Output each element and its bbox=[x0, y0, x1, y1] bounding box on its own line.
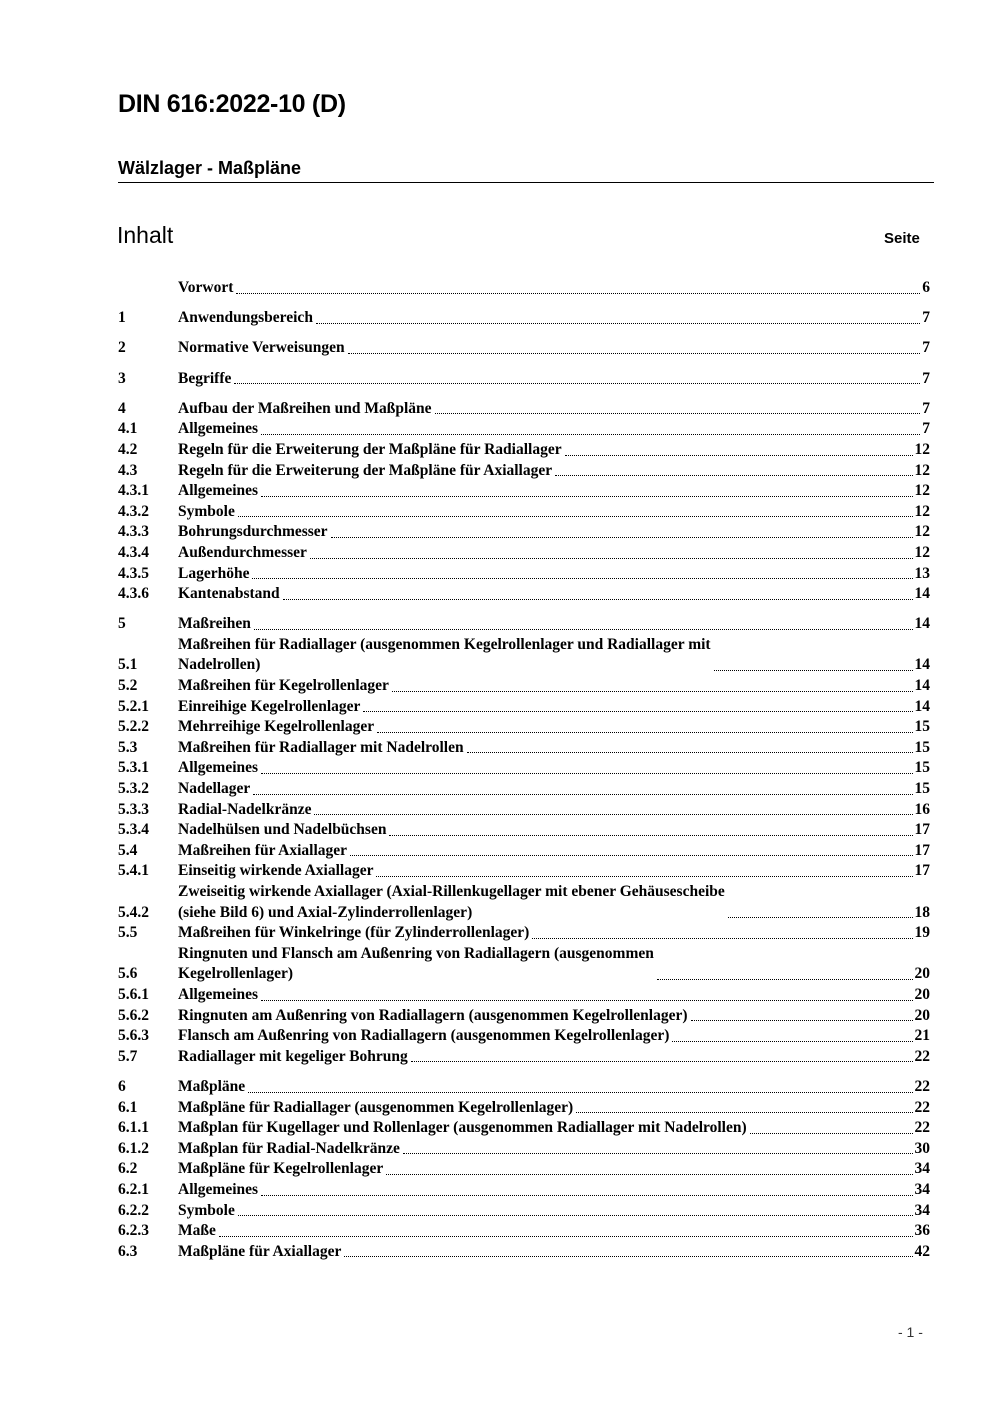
toc-entry-number: 6.2.3 bbox=[118, 1222, 149, 1240]
toc-entry-body bbox=[178, 779, 930, 800]
toc-entry-number: 6.3 bbox=[118, 1242, 138, 1260]
toc-entry-title: Allgemeines bbox=[178, 759, 259, 777]
toc-entry-body bbox=[178, 419, 930, 440]
toc-dot-leader bbox=[750, 1133, 913, 1134]
toc-entry-body bbox=[178, 717, 930, 738]
toc-dot-leader bbox=[238, 516, 913, 517]
toc-entry[interactable] bbox=[118, 1159, 930, 1180]
toc-entry-title: Nadelhülsen und Nadelbüchsen bbox=[178, 821, 387, 839]
toc-dot-leader bbox=[363, 711, 912, 712]
toc-entry-number: 5.2.2 bbox=[118, 718, 149, 736]
page-number-footer: - 1 - bbox=[898, 1324, 923, 1340]
toc-entry-number: 5 bbox=[118, 615, 126, 633]
toc-dot-leader bbox=[283, 599, 913, 600]
toc-entry-number: 6.2.2 bbox=[118, 1201, 149, 1219]
toc-dot-leader bbox=[565, 455, 913, 456]
toc-entry-title: Anwendungsbereich bbox=[178, 309, 313, 327]
toc-entry-number: 4.3.3 bbox=[118, 523, 149, 541]
toc-entry[interactable] bbox=[118, 338, 930, 359]
toc-dot-leader bbox=[261, 496, 912, 497]
toc-entry[interactable] bbox=[118, 882, 930, 923]
toc-dot-leader bbox=[403, 1153, 913, 1154]
toc-dot-leader bbox=[261, 434, 920, 435]
toc-entry[interactable] bbox=[118, 1221, 930, 1242]
toc-entry[interactable] bbox=[118, 584, 930, 605]
toc-entry[interactable] bbox=[118, 717, 930, 738]
toc-entry-body bbox=[178, 564, 930, 585]
toc-entry-title: Maßpläne bbox=[178, 1077, 246, 1095]
toc-dot-leader bbox=[435, 413, 921, 414]
toc-entry-page: 34 bbox=[914, 1180, 930, 1198]
toc-entry[interactable] bbox=[118, 543, 930, 564]
toc-dot-leader bbox=[314, 814, 912, 815]
toc-entry-body bbox=[178, 278, 930, 299]
toc-entry-title: Vorwort bbox=[178, 279, 234, 296]
toc-dot-leader bbox=[377, 732, 912, 733]
toc-entry-page: 34 bbox=[914, 1160, 930, 1178]
toc-entry-page: 42 bbox=[914, 1242, 930, 1260]
toc-entry-body bbox=[178, 369, 930, 390]
toc-entry-number: 4.3.1 bbox=[118, 482, 149, 500]
toc-entry-body bbox=[178, 1118, 930, 1139]
toc-entry-body bbox=[178, 1159, 930, 1180]
toc-entry-page: 13 bbox=[914, 564, 930, 582]
toc-entry-title: Symbole bbox=[178, 1201, 235, 1219]
toc-entry-body bbox=[178, 1242, 930, 1263]
toc-entry-title: Aufbau der Maßreihen und Maßpläne bbox=[178, 399, 432, 417]
toc-entry-body bbox=[178, 1098, 930, 1119]
toc-dot-leader bbox=[411, 1061, 913, 1062]
toc-entry-title: Allgemeines bbox=[178, 985, 259, 1003]
toc-entry-page: 7 bbox=[922, 399, 930, 417]
toc-entry-title: Allgemeines bbox=[178, 1180, 259, 1198]
toc-entry-title: Maßreihen für Kegelrollenlager bbox=[178, 677, 389, 695]
toc-entry[interactable] bbox=[118, 738, 930, 759]
toc-dot-leader bbox=[344, 1256, 912, 1257]
toc-entry[interactable] bbox=[118, 923, 930, 944]
toc-entry-page: 15 bbox=[914, 780, 930, 798]
toc-entry-number: 6.1.1 bbox=[118, 1119, 149, 1137]
toc-entry-page: 22 bbox=[914, 1098, 930, 1116]
toc-entry-body bbox=[178, 1047, 930, 1068]
toc-entry-page: 22 bbox=[914, 1047, 930, 1065]
document-subtitle: Wälzlager - Maßpläne bbox=[118, 158, 302, 178]
toc-dot-leader bbox=[691, 1020, 913, 1021]
toc-entry-title: Mehrreihige Kegelrollenlager bbox=[178, 718, 375, 736]
toc-entry-title: Radiallager mit kegeliger Bohrung bbox=[178, 1047, 408, 1065]
toc-entry-number: 4.3.2 bbox=[118, 502, 149, 520]
toc-entry-title: Ringnuten und Flansch am Außenring von Radiallagern (ausgenommen Kegelrollenlager) bbox=[178, 944, 654, 983]
toc-dot-leader bbox=[576, 1112, 912, 1113]
toc-entry[interactable] bbox=[118, 676, 930, 697]
toc-entry-body bbox=[178, 697, 930, 718]
toc-entry-page: 34 bbox=[914, 1201, 930, 1219]
toc-entry-title: Maßreihen für Axiallager bbox=[178, 841, 348, 859]
toc-entry-body bbox=[178, 1201, 930, 1222]
toc-entry-body bbox=[178, 1221, 930, 1242]
toc-entry-page: 19 bbox=[914, 924, 930, 942]
toc-entry-title: Kantenabstand bbox=[178, 585, 280, 603]
toc-entry-page: 18 bbox=[914, 903, 930, 921]
toc-entry-page: 17 bbox=[914, 841, 930, 859]
toc-entry[interactable] bbox=[118, 820, 930, 841]
toc-dot-leader bbox=[316, 323, 920, 324]
toc-entry-number: 5.3.3 bbox=[118, 800, 149, 818]
toc-entry-title: Maßreihen bbox=[178, 615, 251, 633]
toc-entry-page: 20 bbox=[914, 985, 930, 1003]
toc-entry[interactable] bbox=[118, 369, 930, 390]
toc-entry-title: Regeln für die Erweiterung der Maßpläne für Radiallager bbox=[178, 440, 562, 458]
toc-entry-number: 6 bbox=[118, 1077, 126, 1095]
toc-entry-body bbox=[178, 985, 930, 1006]
toc-entry-page: 7 bbox=[922, 309, 930, 327]
toc-dot-leader bbox=[219, 1236, 913, 1237]
toc-entry-page: 22 bbox=[914, 1077, 930, 1095]
toc-entry-number: 4.3 bbox=[118, 461, 138, 479]
toc-entry-body bbox=[178, 676, 930, 697]
toc-entry[interactable] bbox=[118, 399, 930, 420]
table-of-contents bbox=[118, 278, 930, 1262]
toc-entry-body bbox=[178, 440, 930, 461]
toc-entry-title: Begriffe bbox=[178, 369, 232, 387]
toc-entry[interactable] bbox=[118, 461, 930, 482]
toc-entry-title: Lagerhöhe bbox=[178, 564, 250, 582]
toc-entry-body bbox=[178, 1139, 930, 1160]
toc-dot-leader bbox=[238, 1215, 913, 1216]
toc-entry-title: Einseitig wirkende Axiallager bbox=[178, 862, 374, 880]
toc-entry-title: Allgemeines bbox=[178, 482, 259, 500]
toc-entry-page: 15 bbox=[914, 759, 930, 777]
toc-entry-body bbox=[178, 635, 930, 676]
toc-entry-title: Maßreihen für Radiallager (ausgenommen Kegelrollenlager und Radiallager mit Nadelrollen) bbox=[178, 635, 711, 674]
toc-entry-page: 21 bbox=[914, 1027, 930, 1045]
toc-entry-title: Zweiseitig wirkende Axiallager (Axial-Rillenkugellager mit ebener Gehäusescheibe (siehe Bild 6) und Axial-Zylinderrollenlager) bbox=[178, 883, 725, 921]
toc-dot-leader bbox=[657, 979, 913, 980]
toc-dot-leader bbox=[236, 293, 920, 294]
toc-dot-leader bbox=[555, 475, 912, 476]
toc-entry-number: 3 bbox=[118, 369, 126, 387]
toc-entry[interactable] bbox=[118, 308, 930, 329]
toc-dot-leader bbox=[310, 558, 913, 559]
toc-entry-body bbox=[178, 1077, 930, 1098]
toc-entry-title: Außendurchmesser bbox=[178, 543, 307, 561]
toc-dot-leader bbox=[672, 1041, 912, 1042]
toc-dot-leader bbox=[389, 835, 912, 836]
toc-dot-leader bbox=[532, 938, 912, 939]
toc-entry-body bbox=[178, 758, 930, 779]
document-title: DIN 616:2022-10 (D) bbox=[118, 90, 346, 118]
toc-entry[interactable] bbox=[118, 1180, 930, 1201]
toc-entry-page: 17 bbox=[914, 821, 930, 839]
toc-dot-leader bbox=[376, 876, 912, 877]
toc-dot-leader bbox=[248, 1092, 912, 1093]
toc-entry-page: 14 bbox=[914, 615, 930, 633]
toc-entry-page: 12 bbox=[914, 461, 930, 479]
toc-entry[interactable] bbox=[118, 419, 930, 440]
toc-dot-leader bbox=[348, 353, 921, 354]
toc-entry[interactable] bbox=[118, 1201, 930, 1222]
toc-entry[interactable] bbox=[118, 564, 930, 585]
toc-dot-leader bbox=[714, 670, 913, 671]
toc-entry-title: Maßpläne für Kegelrollenlager bbox=[178, 1160, 384, 1178]
toc-entry-number: 5.5 bbox=[118, 924, 138, 942]
toc-entry-page: 12 bbox=[914, 482, 930, 500]
toc-dot-leader bbox=[728, 917, 913, 918]
toc-entry-title: Maßpläne für Radiallager (ausgenommen Kegelrollenlager) bbox=[178, 1098, 574, 1116]
toc-entry-number: 4.2 bbox=[118, 440, 138, 458]
toc-entry-number: 5.6 bbox=[118, 965, 138, 983]
toc-entry-number: 4.1 bbox=[118, 420, 138, 438]
toc-entry-page: 6 bbox=[922, 279, 930, 296]
toc-heading: Inhalt bbox=[117, 222, 174, 248]
toc-entry-title: Ringnuten am Außenring von Radiallagern (ausgenommen Kegelrollenlager) bbox=[178, 1006, 688, 1024]
toc-entry-title: Symbole bbox=[178, 502, 235, 520]
toc-entry-page: 14 bbox=[914, 697, 930, 715]
toc-entry-page: 15 bbox=[914, 738, 930, 756]
toc-entry-body bbox=[178, 481, 930, 502]
toc-entry-title: Maßreihen für Radiallager mit Nadelrollen bbox=[178, 738, 464, 756]
toc-entry-title: Maßplan für Kugellager und Rollenlager (ausgenommen Radiallager mit Nadelrollen) bbox=[178, 1119, 747, 1137]
toc-entry[interactable] bbox=[118, 635, 930, 676]
toc-entry[interactable] bbox=[118, 697, 930, 718]
toc-entry[interactable] bbox=[118, 502, 930, 523]
toc-entry-page: 14 bbox=[914, 677, 930, 695]
toc-entry-number: 5.4.1 bbox=[118, 862, 149, 880]
toc-entry-number: 5.3 bbox=[118, 738, 138, 756]
toc-entry-number: 6.2 bbox=[118, 1160, 138, 1178]
toc-entry-page: 14 bbox=[914, 585, 930, 603]
toc-dot-leader bbox=[253, 794, 912, 795]
toc-entry-number: 4 bbox=[118, 399, 126, 417]
toc-entry-number: 6.2.1 bbox=[118, 1180, 149, 1198]
toc-entry-number: 5.3.1 bbox=[118, 759, 149, 777]
toc-entry-number: 5.3.4 bbox=[118, 821, 149, 839]
toc-dot-leader bbox=[331, 537, 913, 538]
toc-dot-leader bbox=[254, 629, 913, 630]
toc-entry-body bbox=[178, 584, 930, 605]
toc-entry[interactable] bbox=[118, 758, 930, 779]
toc-entry-page: 15 bbox=[914, 718, 930, 736]
toc-entry-title: Regeln für die Erweiterung der Maßpläne für Axiallager bbox=[178, 461, 553, 479]
toc-entry-page: 12 bbox=[914, 543, 930, 561]
toc-entry-body bbox=[178, 308, 930, 329]
toc-entry[interactable] bbox=[118, 481, 930, 502]
toc-entry-number: 5.6.3 bbox=[118, 1027, 149, 1045]
toc-entry-number: 4.3.5 bbox=[118, 564, 149, 582]
toc-entry[interactable] bbox=[118, 522, 930, 543]
page-column-label: Seite bbox=[884, 230, 920, 247]
toc-entry-body bbox=[178, 522, 930, 543]
toc-entry-page: 20 bbox=[914, 965, 930, 983]
toc-entry-body bbox=[178, 882, 930, 923]
toc-entry[interactable] bbox=[118, 985, 930, 1006]
toc-entry-number: 5.6.1 bbox=[118, 985, 149, 1003]
toc-entry[interactable] bbox=[118, 1006, 930, 1027]
toc-entry[interactable] bbox=[118, 440, 930, 461]
toc-entry-number: 2 bbox=[118, 339, 126, 357]
toc-dot-leader bbox=[386, 1174, 912, 1175]
toc-dot-leader bbox=[350, 855, 912, 856]
toc-entry[interactable] bbox=[118, 1098, 930, 1119]
toc-entry-title: Maßreihen für Winkelringe (für Zylinderrollenlager) bbox=[178, 924, 530, 942]
toc-entry-title: Einreihige Kegelrollenlager bbox=[178, 697, 361, 715]
toc-entry-number: 5.7 bbox=[118, 1047, 138, 1065]
toc-entry-body bbox=[178, 543, 930, 564]
toc-entry-body bbox=[178, 923, 930, 944]
toc-entry-title: Flansch am Außenring von Radiallagern (ausgenommen Kegelrollenlager) bbox=[178, 1027, 670, 1045]
toc-entry-title: Radial-Nadelkränze bbox=[178, 800, 312, 818]
toc-entry-body bbox=[178, 502, 930, 523]
toc-entry-page: 16 bbox=[914, 800, 930, 818]
toc-entry-page: 7 bbox=[922, 339, 930, 357]
toc-entry[interactable] bbox=[118, 861, 930, 882]
toc-entry[interactable] bbox=[118, 1139, 930, 1160]
toc-entry[interactable] bbox=[118, 278, 930, 299]
toc-entry-body bbox=[178, 1180, 930, 1201]
toc-entry-number: 4.3.6 bbox=[118, 585, 149, 603]
toc-entry-body bbox=[178, 614, 930, 635]
toc-dot-leader bbox=[392, 691, 913, 692]
toc-entry-page: 30 bbox=[914, 1139, 930, 1157]
toc-dot-leader bbox=[467, 752, 913, 753]
toc-entry-number: 1 bbox=[118, 309, 126, 327]
toc-entry-body bbox=[178, 820, 930, 841]
toc-entry-number: 6.1.2 bbox=[118, 1139, 149, 1157]
toc-entry-title: Maßplan für Radial-Nadelkränze bbox=[178, 1139, 400, 1157]
toc-entry-title: Maße bbox=[178, 1222, 216, 1240]
toc-entry-title: Maßpläne für Axiallager bbox=[178, 1242, 342, 1260]
toc-dot-leader bbox=[261, 773, 912, 774]
toc-entry[interactable] bbox=[118, 944, 930, 985]
toc-entry-number: 5.6.2 bbox=[118, 1006, 149, 1024]
toc-entry-body bbox=[178, 944, 930, 985]
toc-entry-number: 6.1 bbox=[118, 1098, 138, 1116]
toc-entry-number: 5.4.2 bbox=[118, 903, 149, 921]
toc-dot-leader bbox=[234, 383, 920, 384]
toc-entry-number: 5.3.2 bbox=[118, 780, 149, 798]
toc-entry-title: Normative Verweisungen bbox=[178, 339, 345, 357]
toc-entry[interactable] bbox=[118, 1077, 930, 1098]
title-divider bbox=[118, 182, 934, 183]
toc-entry-number: 5.1 bbox=[118, 656, 138, 674]
toc-entry-page: 22 bbox=[914, 1119, 930, 1137]
toc-entry-page: 12 bbox=[914, 523, 930, 541]
toc-entry-body bbox=[178, 861, 930, 882]
toc-entry-page: 12 bbox=[914, 440, 930, 458]
toc-entry-page: 20 bbox=[914, 1006, 930, 1024]
toc-dot-leader bbox=[252, 578, 912, 579]
toc-entry[interactable] bbox=[118, 841, 930, 862]
toc-entry-number: 4.3.4 bbox=[118, 543, 149, 561]
toc-entry-body bbox=[178, 338, 930, 359]
toc-entry-title: Bohrungsdurchmesser bbox=[178, 523, 328, 541]
toc-entry[interactable] bbox=[118, 1118, 930, 1139]
toc-entry-page: 17 bbox=[914, 862, 930, 880]
toc-entry[interactable] bbox=[118, 779, 930, 800]
toc-entry-page: 36 bbox=[914, 1222, 930, 1240]
toc-entry-page: 12 bbox=[914, 502, 930, 520]
toc-entry-body bbox=[178, 738, 930, 759]
toc-dot-leader bbox=[261, 1195, 912, 1196]
toc-entry-number: 5.2 bbox=[118, 677, 138, 695]
toc-dot-leader bbox=[261, 1000, 912, 1001]
toc-entry-page: 7 bbox=[922, 420, 930, 438]
toc-entry-body bbox=[178, 800, 930, 821]
toc-entry[interactable] bbox=[118, 1026, 930, 1047]
toc-entry-title: Allgemeines bbox=[178, 420, 259, 438]
toc-entry-body bbox=[178, 841, 930, 862]
toc-entry[interactable] bbox=[118, 1047, 930, 1068]
toc-entry-page: 14 bbox=[914, 656, 930, 674]
toc-entry-body bbox=[178, 399, 930, 420]
toc-entry-body bbox=[178, 1006, 930, 1027]
toc-entry[interactable] bbox=[118, 1242, 930, 1263]
toc-entry-title: Nadellager bbox=[178, 780, 251, 798]
toc-entry-body bbox=[178, 461, 930, 482]
toc-entry-body bbox=[178, 1026, 930, 1047]
toc-entry-number: 5.2.1 bbox=[118, 697, 149, 715]
toc-entry[interactable] bbox=[118, 614, 930, 635]
toc-entry-number: 5.4 bbox=[118, 841, 138, 859]
toc-entry-page: 7 bbox=[922, 369, 930, 387]
toc-entry[interactable] bbox=[118, 800, 930, 821]
